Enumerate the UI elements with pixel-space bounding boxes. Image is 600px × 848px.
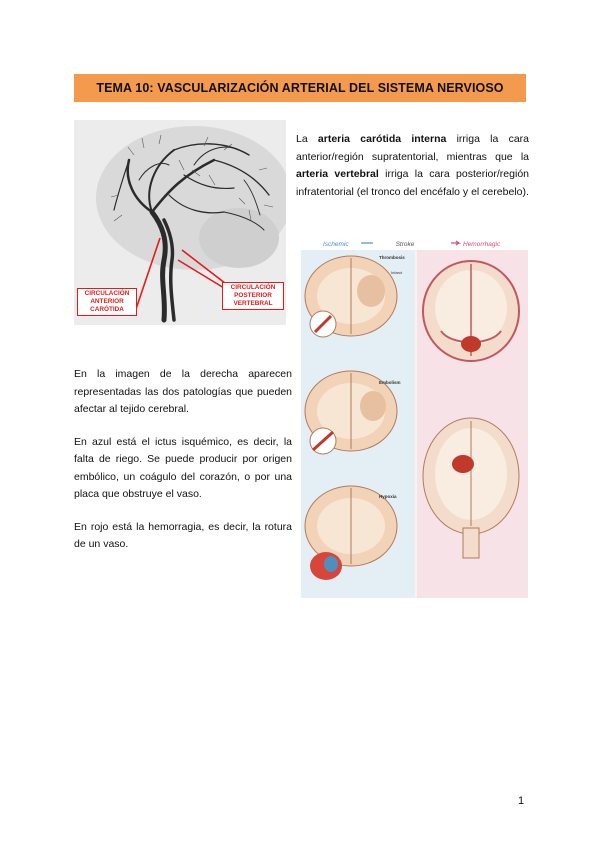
brain-subarachnoid bbox=[423, 261, 519, 361]
stroke-illustration bbox=[301, 236, 528, 598]
intro-paragraph bbox=[296, 131, 529, 201]
label-thrombosis: Thrombosis bbox=[379, 255, 405, 260]
label-embolism: Embolism bbox=[379, 380, 401, 385]
intro-bold-vertebral: arteria vertebral bbox=[296, 168, 379, 180]
paragraph-pathologies: En la imagen de la derecha aparecen representadas las dos patologías que pueden afectar al tejido cerebral. bbox=[74, 368, 292, 415]
posterior-circulation-label: CIRCULACIÓN POSTERIOR VERTEBRAL bbox=[222, 282, 284, 310]
paragraph-ischemic: En azul está el ictus isquémico, es decir, la falta de riego. Se puede producir por origen embólico, un coágulo del corazón, o por una placa que obstruye el vaso. bbox=[74, 435, 292, 500]
page-title: TEMA 10: VASCULARIZACIÓN ARTERIAL DEL SISTEMA NERVIOSO bbox=[96, 81, 504, 95]
paragraph-hemorrhage: En rojo está la hemorragia, es decir, la rotura de un vaso. bbox=[74, 520, 292, 550]
stroke-drawing bbox=[301, 236, 528, 598]
angiography-image bbox=[74, 120, 286, 325]
header-ischemic: Ischemic bbox=[323, 241, 349, 248]
title-banner bbox=[74, 74, 526, 102]
header-stroke: Stroke bbox=[395, 241, 415, 248]
label-hypoxia: Hypoxia bbox=[379, 494, 397, 499]
header-hemorrhagic: Hemorrhagic bbox=[463, 241, 501, 248]
intro-text-2: irriga la cara anterior/región supratentorial, mientras que la bbox=[296, 133, 529, 163]
intro-bold-carotid: arteria carótida interna bbox=[317, 133, 447, 145]
body-text bbox=[74, 366, 292, 569]
anterior-circulation-label: CIRCULACIÓN ANTERIOR CARÓTIDA bbox=[77, 288, 137, 316]
intro-text-3: irriga la cara posterior/región infratentorial (el tronco del encéfalo y el cerebelo). bbox=[296, 168, 529, 198]
label-infarct: Infarct bbox=[391, 270, 403, 275]
brain-thrombosis bbox=[305, 256, 397, 337]
intro-text-1: La bbox=[296, 133, 318, 145]
page-number: 1 bbox=[518, 795, 525, 807]
